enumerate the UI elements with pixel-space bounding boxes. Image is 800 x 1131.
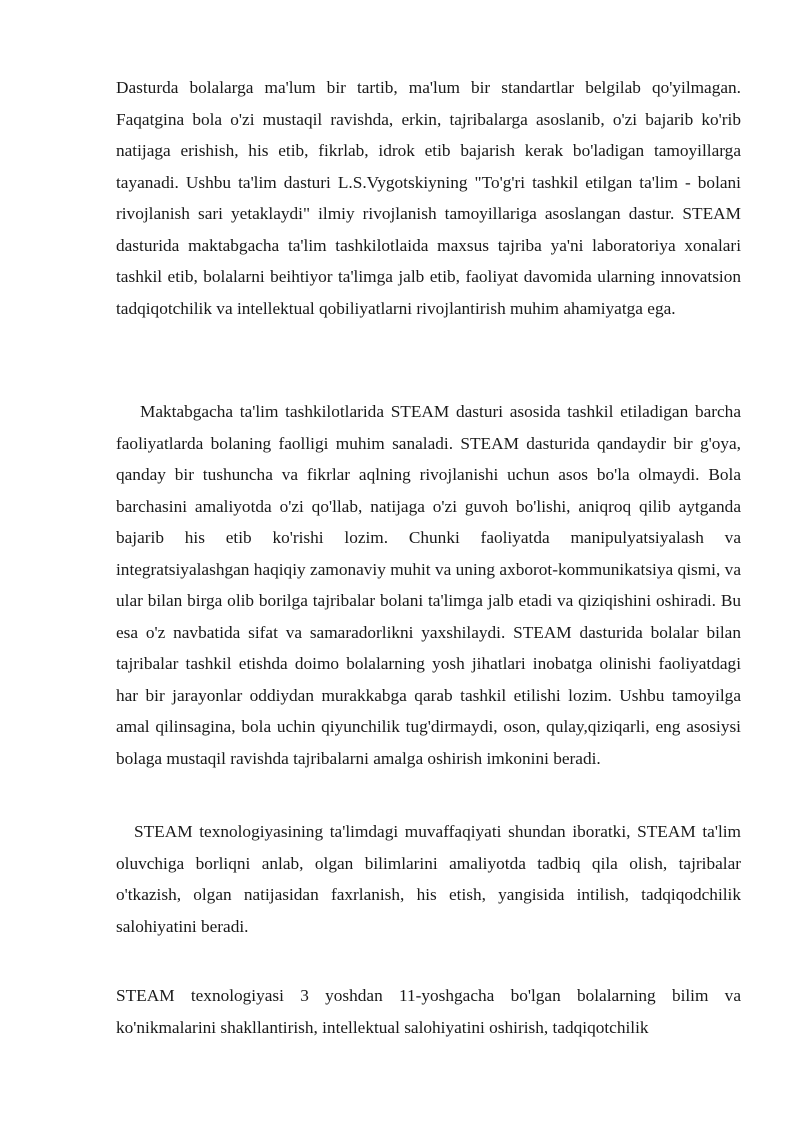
- paragraph-4: STEAM texnologiyasi 3 yoshdan 11-yoshgacha bo'lgan bolalarning bilim va ko'nikmalarini shakllantirish, intellektual salohiyatini oshirish, tadqiqotchilik: [116, 986, 741, 1037]
- paragraph-2: Maktabgacha ta'lim tashkilotlarida STEAM dasturi asosida tashkil etiladigan barcha faoliyatlarda bolaning faolligi muhim sanaladi. STEAM dasturida qandaydir bir g'oya, qanday bir tushuncha va fikrlar aqlning rivojlanishi uchun asos bo'la olmaydi. Bola barchasini amaliyotda o'zi qo'llab, natijaga o'zi guvoh bo'lishi, aniqroq qilib aytganda bajarib his etib ko'rishi lozim. Chunki faoliyatda manipulyatsiyalash va integratsiyalashgan haqiqiy zamonaviy muhit va uning axborot-kommunikatsiya qismi, va ular bilan birga olib borilga tajribalar bolani ta'limga jalb etadi va qiziqishini oshiradi. Bu esa o'z navbatida sifat va samaradorlikni yaxshilaydi. STEAM dasturida bolalar bilan tajribalar tashkil etishda doimo bolalarning yosh jihatlari inobatga olinishi faoliyatdagi har bir jarayonlar oddiydan murakkabga qarab tashkil etilishi lozim. Ushbu tamoyilga amal qilinsagina, bola uchin qiyunchilik tug'dirmaydi, oson, qulay,qiziqarli, eng asosiysi bolaga mustaqil ravishda tajribalarni amalga oshirish imkonini beradi.: [116, 402, 741, 768]
- paragraph-1: Dasturda bolalarga ma'lum bir tartib, ma'lum bir standartlar belgilab qo'yilmagan. Faqatgina bola o'zi mustaqil ravishda, erkin, tajribalarga asoslanib, o'zi bajarib ko'rib natijaga erishish, his etib, fikrlab, idrok etib bajarish kerak bo'ladigan tamoyillarga tayanadi. Ushbu ta'lim dasturi L.S.Vygotskiyning "To'g'ri tashkil etilgan ta'lim - bolani rivojlanish sari yetaklaydi" ilmiy rivojlanish tamoyillariga asoslangan dastur. STEAM dasturida maktabgacha ta'lim tashkilotlaida maxsus tajriba ya'ni laboratoriya xonalari tashkil etib, bolalarni beihtiyor ta'limga jalb etib, faoliyat davomida ularning innovatsion tadqiqotchilik va intellektual qobiliyatlarni rivojlantirish muhim ahamiyatga ega.: [116, 78, 741, 318]
- paragraph-3: STEAM texnologiyasining ta'limdagi muvaffaqiyati shundan iboratki, STEAM ta'lim oluvchiga borliqni anlab, olgan bilimlarini amaliyotda tadbiq qila olish, tajribalar o'tkazish, olgan natijasidan faxrlanish, his etish, yangisida intilish, tadqiqodchilik salohiyatini beradi.: [116, 822, 741, 936]
